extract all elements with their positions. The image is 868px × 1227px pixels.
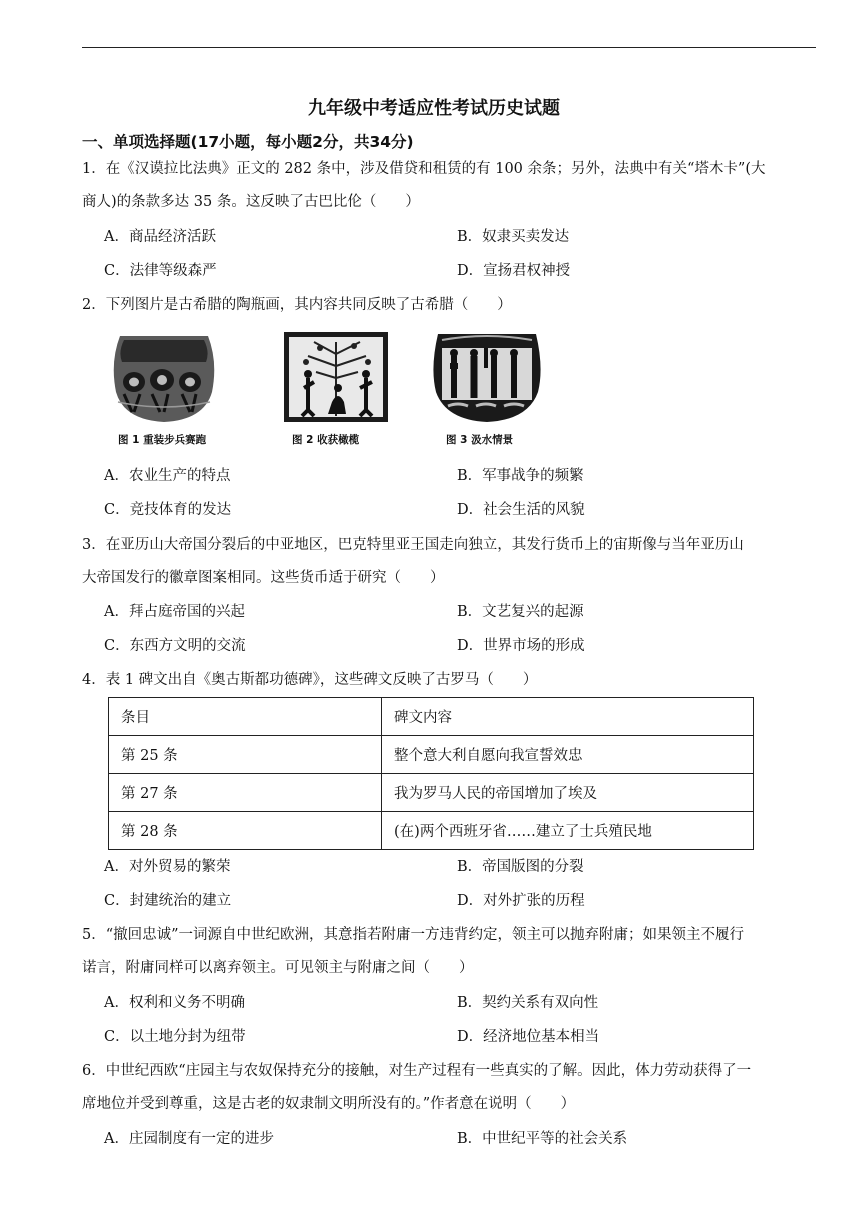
header-rule [82,47,816,48]
stem-line: 诺言，附庸同样可以离弃领主。可见领主与附庸之间（ ） [82,960,474,976]
question-5-stem [82,919,820,985]
question-3-option-c[interactable]: C．东西方文明的交流 [104,638,246,654]
question-4-stem [82,664,820,697]
stem-line: 3．在亚历山大帝国分裂后的中亚地区，巴克特里亚王国走向独立，其发行货币上的宙斯像与当年亚历山 [82,537,744,553]
figure-2 [284,332,388,446]
stem-line: 5．“撤回忠诚”一词源自中世纪欧洲，其意指若附庸一方违背约定，领主可以抛弃附庸；如果领主不履行 [82,927,745,943]
question-6-option-a[interactable]: A．庄园制度有一定的进步 [104,1131,274,1147]
figure-1 [106,332,222,446]
table-cell: 整个意大利自愿向我宣誓效忠 [382,736,754,774]
question-2-option-d[interactable]: D．社会生活的风貌 [457,502,585,518]
question-3-option-a[interactable]: A．拜占庭帝国的兴起 [104,604,245,620]
exam-title: 九年级中考适应性考试历史试题 [308,98,560,119]
question-1-option-c[interactable]: C．法律等级森严 [104,263,217,279]
question-4-option-b[interactable]: B．帝国版图的分裂 [457,859,584,875]
figure-3 [428,332,546,446]
question-1-option-a[interactable]: A．商品经济活跃 [104,229,216,245]
question-3-option-b[interactable]: B．文艺复兴的起源 [457,604,584,620]
table-cell: 第 25 条 [109,736,382,774]
question-1-stem [82,153,820,219]
vase-image-olive-harvest [284,332,388,422]
inscription-table [108,697,754,850]
question-2-stem [82,289,820,322]
table-cell: (在)两个西班牙省……建立了士兵殖民地 [382,812,754,850]
table-cell: 第 28 条 [109,812,382,850]
table-header-cell: 条目 [109,698,382,736]
stem-line: 2．下列图片是古希腊的陶瓶画，其内容共同反映了古希腊（ ） [82,297,512,313]
vase-image-runners [106,332,222,424]
question-5-option-a[interactable]: A．权利和义务不明确 [104,995,245,1011]
question-2-option-c[interactable]: C．竞技体育的发达 [104,502,232,518]
question-4-option-a[interactable]: A．对外贸易的繁荣 [104,859,231,875]
question-3-stem [82,529,820,595]
stem-line: 4．表 1 碑文出自《奥古斯都功德碑》，这些碑文反映了古罗马（ ） [82,672,538,688]
question-5-option-b[interactable]: B．契约关系有双向性 [457,995,599,1011]
table-row [109,812,754,850]
stem-line: 6．中世纪西欧“庄园主与农奴保持充分的接触，对生产过程有一些真实的了解。因此，体力劳动获得了一 [82,1063,752,1079]
question-5-option-d[interactable]: D．经济地位基本相当 [457,1029,600,1045]
question-1-option-d[interactable]: D．宣扬君权神授 [457,263,571,279]
question-6-stem [82,1055,820,1121]
figure-1-caption: 图 1 重装步兵赛跑 [118,434,207,446]
question-1-option-b[interactable]: B．奴隶买卖发达 [457,229,570,245]
question-2-option-a[interactable]: A．农业生产的特点 [104,468,231,484]
table-row [109,736,754,774]
table-row [109,774,754,812]
question-2-option-b[interactable]: B．军事战争的频繁 [457,468,584,484]
vase-figures [106,332,546,447]
table-cell: 第 27 条 [109,774,382,812]
section-heading: 一、单项选择题(17小题，每小题2分，共34分) [82,133,414,151]
figure-2-caption: 图 2 收获橄榄 [292,434,360,446]
question-5-option-c[interactable]: C．以土地分封为纽带 [104,1029,246,1045]
table-header-cell: 碑文内容 [382,698,754,736]
question-3-option-d[interactable]: D．世界市场的形成 [457,638,585,654]
stem-line: 席地位并受到尊重，这是古老的奴隶制文明所没有的。”作者意在说明（ ） [82,1096,576,1112]
vase-image-water-drawing [428,332,546,424]
question-4-option-d[interactable]: D．对外扩张的历程 [457,893,585,909]
stem-line: 商人)的条款多达 35 条。这反映了古巴比伦（ ） [82,194,420,210]
stem-line: 大帝国发行的徽章图案相同。这些货币适于研究（ ） [82,570,445,586]
figure-3-caption: 图 3 汲水情景 [446,434,514,446]
stem-line: 1．在《汉谟拉比法典》正文的 282 条中，涉及借贷和租赁的有 100 余条；另外，法典中有关“塔木卡”(大 [82,161,766,177]
question-4-option-c[interactable]: C．封建统治的建立 [104,893,232,909]
table-cell: 我为罗马人民的帝国增加了埃及 [382,774,754,812]
table-row [109,698,754,736]
question-6-option-b[interactable]: B．中世纪平等的社会关系 [457,1131,628,1147]
